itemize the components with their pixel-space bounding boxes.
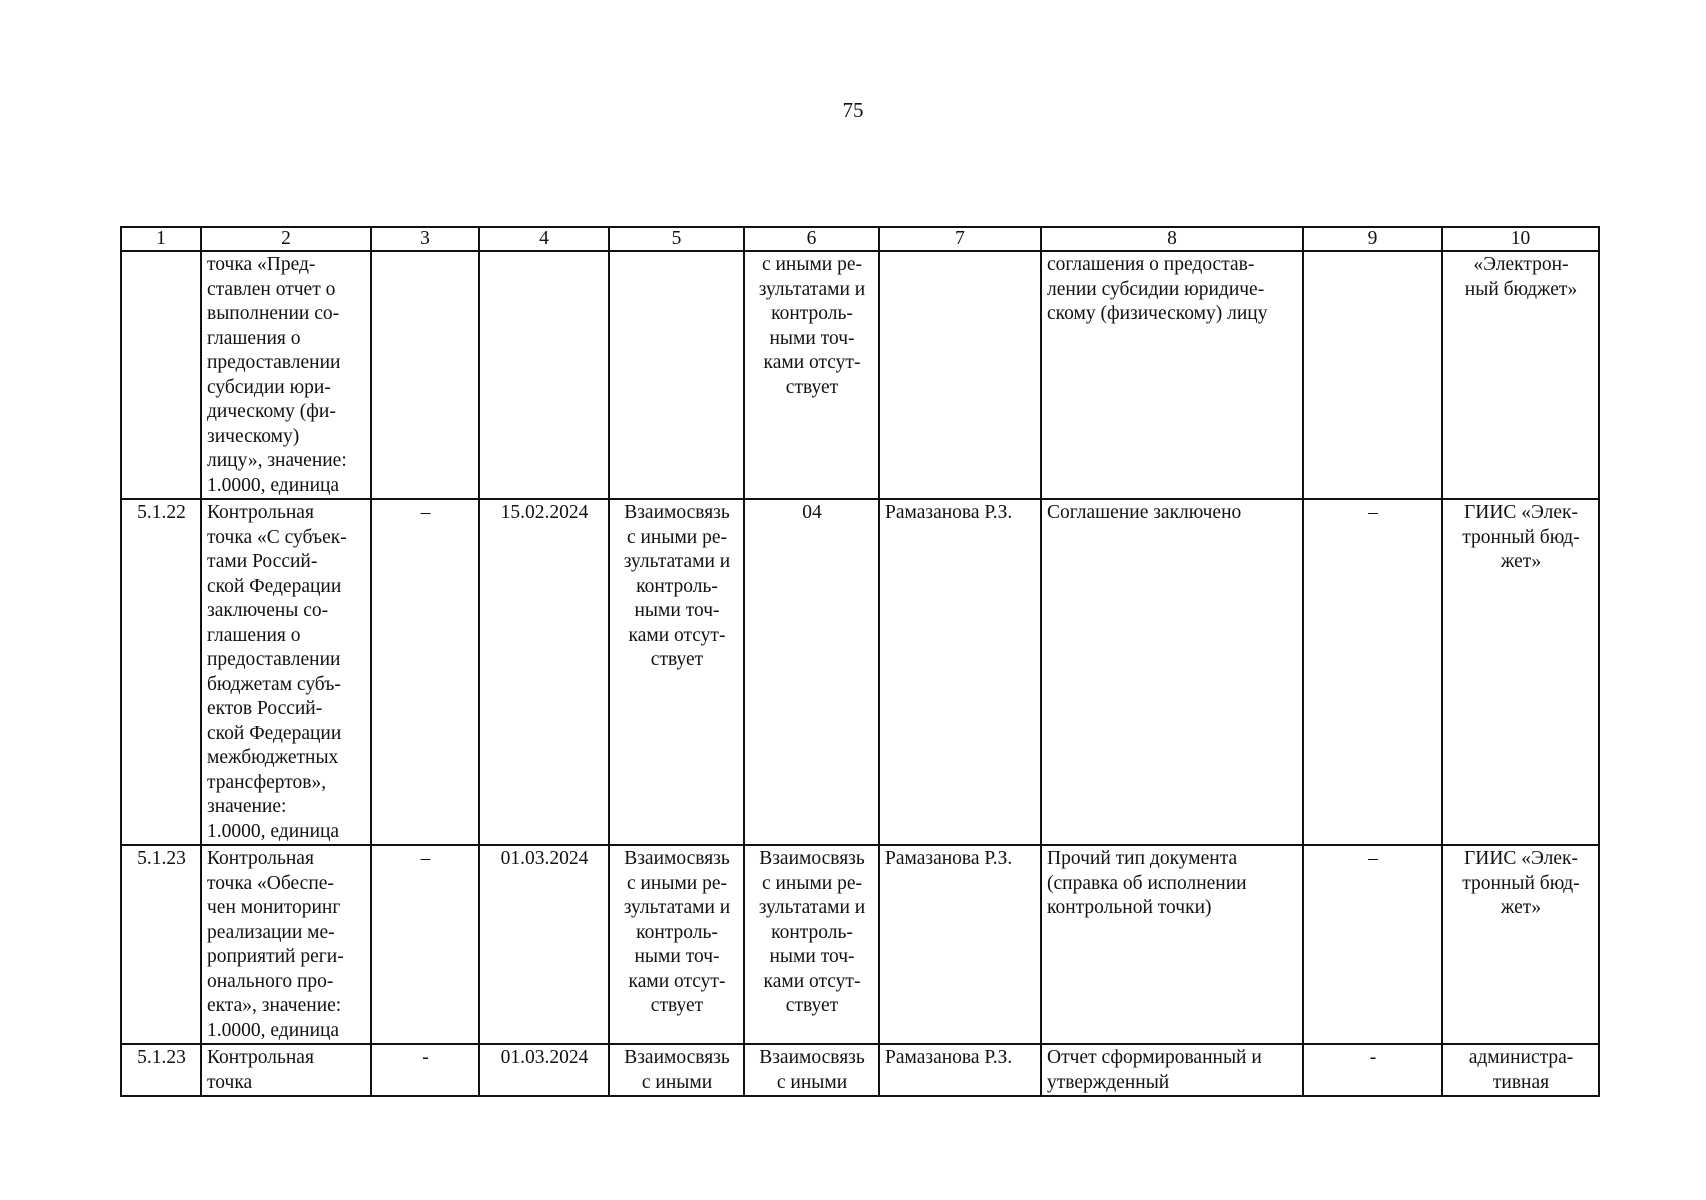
column-header: 4 (479, 227, 609, 251)
system-cell: ГИИС «Элек- тронный бюд- жет» (1442, 845, 1599, 1044)
date-cell: 01.03.2024 (479, 845, 609, 1044)
description-cell: Контрольная точка «Обеспе- чен мониторинг реализации ме- роприятий реги- онального про- екта», значение: 1.0000, единица (201, 845, 371, 1044)
document-cell: Прочий тип документа (справка об исполнении контрольной точки) (1041, 845, 1303, 1044)
column-header: 10 (1442, 227, 1599, 251)
column-header: 1 (121, 227, 201, 251)
table-row (121, 1044, 1599, 1096)
document-cell: соглашения о предостав- лении субсидии юридиче- скому (физическому) лицу (1041, 251, 1303, 499)
table-row (121, 845, 1599, 1044)
description-cell: Контрольная точка (201, 1044, 371, 1096)
document-cell: Отчет сформированный и утвержденный (1041, 1044, 1303, 1096)
cell-col6: 04 (744, 499, 879, 845)
column-header: 6 (744, 227, 879, 251)
column-header: 7 (879, 227, 1041, 251)
system-cell: «Электрон- ный бюджет» (1442, 251, 1599, 499)
date-cell: 15.02.2024 (479, 499, 609, 845)
row-number-cell: 5.1.23 (121, 845, 201, 1044)
cell-col6: Взаимосвязь с иными ре- зультатами и контроль- ными точ- ками отсут- ствует (744, 845, 879, 1044)
system-cell: ГИИС «Элек- тронный бюд- жет» (1442, 499, 1599, 845)
responsible-cell (879, 251, 1041, 499)
cell-col3 (371, 251, 479, 499)
column-header: 5 (609, 227, 744, 251)
cell-col9: – (1303, 845, 1442, 1044)
cell-col3: – (371, 845, 479, 1044)
date-cell (479, 251, 609, 499)
column-header: 3 (371, 227, 479, 251)
cell-col6: с иными ре- зультатами и контроль- ными точ- ками отсут- ствует (744, 251, 879, 499)
row-number-cell: 5.1.23 (121, 1044, 201, 1096)
cell-col5 (609, 251, 744, 499)
page-number: 75 (842, 98, 864, 122)
responsible-cell: Рамазанова Р.З. (879, 1044, 1041, 1096)
date-cell: 01.03.2024 (479, 1044, 609, 1096)
data-table (120, 226, 1600, 1097)
cell-col3: – (371, 499, 479, 845)
cell-col5: Взаимосвязь с иными ре- зультатами и контроль- ными точ- ками отсут- ствует (609, 845, 744, 1044)
cell-col5: Взаимосвязь с иными (609, 1044, 744, 1096)
column-header: 2 (201, 227, 371, 251)
description-cell: Контрольная точка «С субъек- тами Россий- ской Федерации заключены со- глашения о предоставлении бюджетам субъ- ектов Россий- ской Федерации межбюджетных трансфертов», значение: 1.0000, единица (201, 499, 371, 845)
column-header: 9 (1303, 227, 1442, 251)
table-row (121, 499, 1599, 845)
responsible-cell: Рамазанова Р.З. (879, 845, 1041, 1044)
description-cell: точка «Пред- ставлен отчет о выполнении со- глашения о предоставлении субсидии юри- дическому (фи- зическому) лицу», значение: 1.0000, единица (201, 251, 371, 499)
cell-col6: Взаимосвязь с иными (744, 1044, 879, 1096)
row-number-cell (121, 251, 201, 499)
cell-col9 (1303, 251, 1442, 499)
table-row (121, 251, 1599, 499)
row-number-cell: 5.1.22 (121, 499, 201, 845)
column-header: 8 (1041, 227, 1303, 251)
cell-col9: - (1303, 1044, 1442, 1096)
cell-col9: – (1303, 499, 1442, 845)
table-header-row (121, 227, 1599, 251)
cell-col3: - (371, 1044, 479, 1096)
document-cell: Соглашение заключено (1041, 499, 1303, 845)
cell-col5: Взаимосвязь с иными ре- зультатами и контроль- ными точ- ками отсут- ствует (609, 499, 744, 845)
responsible-cell: Рамазанова Р.З. (879, 499, 1041, 845)
system-cell: администра- тивная (1442, 1044, 1599, 1096)
